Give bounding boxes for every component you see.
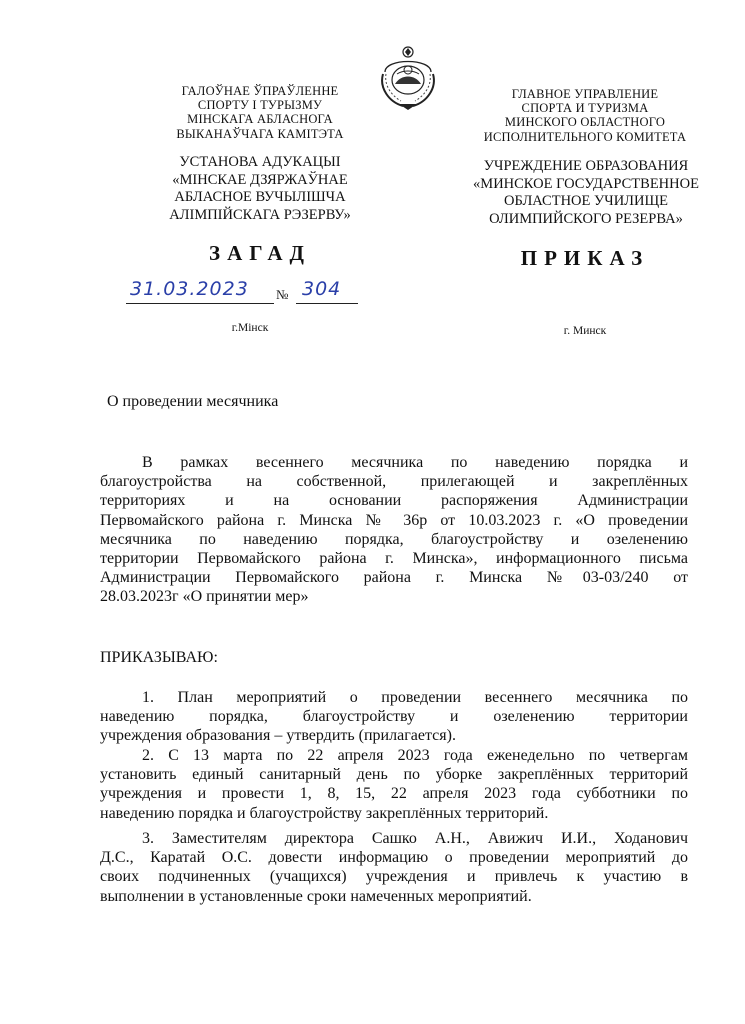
preamble-line bbox=[100, 491, 688, 510]
right-institution-header bbox=[455, 158, 717, 228]
item-text: 3. Заместителям директора Сашко А.Н., Авижич И.И., Ходанович bbox=[142, 830, 688, 847]
item-text: 2. С 13 марта по 22 апреля 2023 года еженедельно по четвергам bbox=[142, 747, 688, 764]
right-institution-line: УЧРЕЖДЕНИЕ ОБРАЗОВАНИЯ bbox=[483, 158, 689, 174]
preamble-paragraph bbox=[100, 453, 688, 607]
belarus-state-emblem-icon bbox=[375, 44, 441, 112]
item-line bbox=[100, 707, 688, 726]
right-institution-line: ОБЛАСТНОЕ УЧИЛИЩЕ bbox=[504, 193, 668, 209]
item-line bbox=[100, 784, 688, 803]
left-ministry-line: ГАЛОЎНАЕ ЎПРАЎЛЕННЕ bbox=[181, 84, 339, 98]
order-item-3 bbox=[100, 829, 688, 906]
right-city: г. Минск bbox=[563, 325, 607, 337]
order-item-1 bbox=[100, 688, 688, 746]
number-sign: № bbox=[276, 287, 289, 302]
preamble-text: 28.03.2023г «О принятии мер» bbox=[100, 588, 309, 606]
right-ministry-line: ГЛАВНОЕ УПРАВЛЕНИЕ bbox=[511, 87, 659, 101]
preamble-text: В рамках весеннего месячника по наведению порядка и bbox=[142, 454, 688, 471]
document-subject: О проведении месячника bbox=[107, 393, 279, 410]
left-ministry-line: ВЫКАНАЎЧАГА КАМІТЭТА bbox=[176, 126, 344, 141]
preamble-line bbox=[100, 472, 688, 491]
number-underline bbox=[296, 279, 358, 304]
preamble-line bbox=[100, 530, 688, 549]
item-line bbox=[100, 867, 688, 886]
left-institution-line: УСТАНОВА АДУКАЦЫІ bbox=[179, 154, 341, 170]
item-text: учреждения образования – утвердить (прилагается). bbox=[100, 727, 456, 745]
order-date: 31.03.2023 bbox=[130, 278, 249, 300]
item-text: выполнении в установленные сроки намеченных мероприятий. bbox=[100, 887, 532, 905]
right-doc-title: ПРИКАЗ bbox=[520, 246, 650, 270]
preamble-line bbox=[100, 453, 688, 472]
item-line bbox=[100, 746, 688, 765]
left-institution-line: АБЛАСНОЕ ВУЧЫЛІШЧА bbox=[174, 189, 346, 205]
right-ministry-line: ИСПОЛНИТЕЛЬНОГО КОМИТЕТА bbox=[483, 129, 687, 144]
left-ministry-line: СПОРТУ І ТУРЫЗМУ bbox=[197, 98, 323, 113]
right-ministry-line: МИНСКОГО ОБЛАСТНОГО bbox=[504, 115, 666, 130]
item-text: учреждения и провести 1, 8, 15, 22 апреля 2023 года субботники по bbox=[100, 785, 688, 803]
item-text: 1. План мероприятий о проведении весеннего месячника по bbox=[142, 689, 688, 706]
item-line bbox=[100, 848, 688, 867]
item-text: своих подчиненных (учащихся) учреждения и привлечь к участию в bbox=[100, 868, 688, 886]
order-item-2 bbox=[100, 746, 688, 823]
item-line bbox=[100, 765, 688, 784]
right-institution-line: «МИНСКОЕ ГОСУДАРСТВЕННОЕ bbox=[473, 175, 699, 192]
item-line bbox=[100, 804, 688, 823]
left-institution-line: «МІНСКАЕ ДЗЯРЖАЎНАЕ bbox=[172, 171, 348, 188]
preamble-text: Первомайского района г. Минска № 36р от 10.03.2023 г. «О проведении bbox=[100, 511, 688, 529]
item-line bbox=[100, 887, 688, 906]
order-word: ПРИКАЗЫВАЮ: bbox=[100, 649, 218, 666]
item-line bbox=[100, 688, 688, 707]
left-city: г.Мінск bbox=[231, 322, 269, 334]
right-institution-line: ОЛИМПИЙСКОГО РЕЗЕРВА» bbox=[489, 210, 683, 227]
item-line bbox=[100, 726, 688, 745]
item-text: наведению порядка, благоустройству и озеленению территории bbox=[100, 708, 688, 726]
preamble-line bbox=[100, 568, 688, 587]
left-doc-title: ЗАГАД bbox=[209, 241, 311, 265]
preamble-text: благоустройства на собственной, прилегающей и закреплённых bbox=[100, 473, 688, 491]
item-text: наведению порядка и благоустройству закреплённых территорий. bbox=[100, 804, 549, 822]
right-ministry-line: СПОРТА И ТУРИЗМА bbox=[521, 101, 649, 116]
preamble-line bbox=[100, 587, 688, 606]
left-institution-line: АЛІМПІЙСКАГА РЭЗЕРВУ» bbox=[169, 206, 351, 223]
left-institution-header bbox=[130, 154, 390, 224]
item-text: Д.С., Каратай О.С. довести информацию о проведении мероприятий до bbox=[100, 849, 688, 867]
right-ministry-header bbox=[470, 87, 700, 144]
order-number: 304 bbox=[302, 278, 342, 300]
item-text: установить единый санитарный день по уборке закреплённых территорий bbox=[100, 766, 688, 784]
left-ministry-line: МІНСКАГА АБЛАСНОГА bbox=[187, 112, 333, 127]
left-ministry-header bbox=[150, 84, 370, 141]
item-line bbox=[100, 829, 688, 848]
preamble-line bbox=[100, 511, 688, 530]
preamble-text: территориях и на основании распоряжения Администрации bbox=[100, 492, 688, 510]
preamble-text: Администрации Первомайского района г. Минска №03-03/240 от bbox=[100, 569, 688, 587]
preamble-line bbox=[100, 549, 688, 568]
date-underline bbox=[126, 279, 274, 304]
preamble-text: территории Первомайского района г. Минска», информационного письма bbox=[100, 550, 688, 568]
preamble-text: месячника по наведению порядка, благоустройству и озеленению bbox=[100, 530, 688, 548]
